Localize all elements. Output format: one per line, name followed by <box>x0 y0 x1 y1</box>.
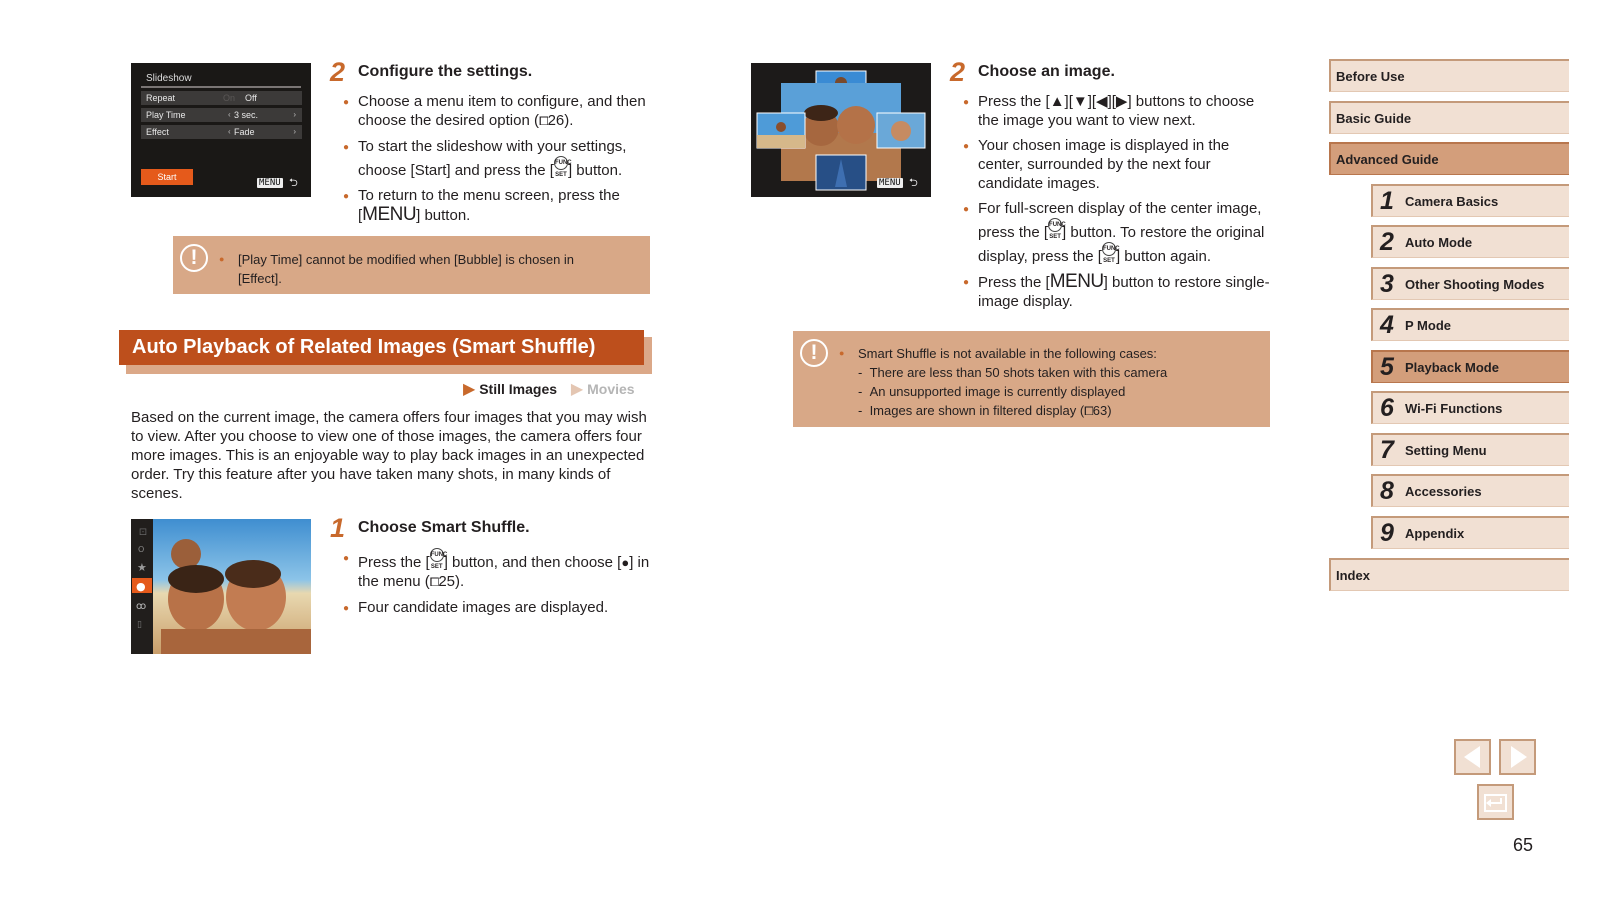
page-number: 65 <box>1513 835 1534 855</box>
func-set-icon: FUNC SET <box>1048 218 1062 232</box>
next-page-button[interactable] <box>1499 739 1536 775</box>
back-icon: ⮌ <box>909 177 918 189</box>
slideshow-start-button: Start <box>141 169 193 185</box>
svg-text:ꝏ: ꝏ <box>136 601 147 612</box>
return-icon <box>1479 786 1512 818</box>
arrow-left-icon <box>1464 746 1480 768</box>
movies-label: Movies <box>587 381 635 397</box>
list-item: ● Press the [▲][▼][◀][▶] buttons to choose the image you want to view next. <box>963 92 1275 130</box>
movies-icon: ▶ <box>570 381 584 398</box>
sidebar-chapter-7[interactable]: 7 Setting Menu <box>1371 433 1569 466</box>
slideshow-screen-image <box>131 63 311 197</box>
caution-box: ! ● Smart Shuffle is not available in the following cases: - There are less than 50 shots taken with this camera - An unsupported image is currently displayed - Images are shown in filtered display (⧠63) <box>793 331 1270 427</box>
step-bullets <box>343 92 653 231</box>
caution-item: - Images are shown in filtered display (⧠63) <box>858 403 1112 418</box>
arrow-right-icon <box>1511 746 1527 768</box>
sidebar-chapter-6[interactable]: 6 Wi-Fi Functions <box>1371 391 1569 424</box>
slideshow-row-effect: Effect ‹ Fade › <box>141 125 302 139</box>
menu-button-label: MENU <box>259 178 281 188</box>
sidebar-chapter-3[interactable]: 3 Other Shooting Modes <box>1371 267 1569 300</box>
caution-text: [Play Time] cannot be modified when [Bubble] is chosen in [Effect]. <box>238 252 575 286</box>
svg-text:★: ★ <box>137 561 147 574</box>
sidebar-chapter-1[interactable]: 1 Camera Basics <box>1371 184 1569 217</box>
back-icon: ⮌ <box>289 177 298 189</box>
book-icon: ⧠ <box>429 575 439 589</box>
section-title: Auto Playback of Related Images (Smart Shuffle) <box>119 330 644 365</box>
slideshow-row-repeat: Repeat On Off <box>141 91 302 105</box>
step-number: 1 <box>330 513 346 543</box>
smart-shuffle-icon: ● <box>621 555 630 570</box>
sidebar-chapter-8[interactable]: 8 Accessories <box>1371 474 1569 507</box>
caution-icon: ! <box>180 244 208 272</box>
sidebar-chapter-9[interactable]: 9 Appendix <box>1371 516 1569 549</box>
list-item: ● Press the [FUNC SET] button, and then choose [●] in the menu (⧠25). <box>343 548 653 592</box>
sidebar-chapter-4[interactable]: 4 P Mode <box>1371 308 1569 341</box>
book-icon: ⧠ <box>538 114 548 128</box>
intro-paragraph: Based on the current image, the camera offers four images that you may wish to view. After you choose to view one of those images, the camera offers four more images. This is an enjoyable way to play back images in an unexpected order. Try this feature after you have taken many shots, in many kinds of scenes. <box>131 409 647 502</box>
return-button[interactable] <box>1477 784 1514 820</box>
slideshow-row-play-time: Play Time ‹ 3 sec. › <box>141 108 302 122</box>
step-bullets <box>343 548 653 623</box>
list-item: ● Four candidate images are displayed. <box>343 598 653 617</box>
list-item: ● To start the slideshow with your settings, choose [Start] and press the [FUNC SET] button. <box>343 137 653 180</box>
list-item: ● Your chosen image is displayed in the center, surrounded by the next four candidate images. <box>963 136 1275 193</box>
svg-text:●: ● <box>136 580 146 593</box>
caution-item: - An unsupported image is currently displayed <box>858 384 1126 399</box>
list-item: ● Choose a menu item to configure, and then choose the desired option (⧠26). <box>343 92 653 131</box>
svg-text:⚀: ⚀ <box>139 528 147 538</box>
sidebar-chapter-2[interactable]: 2 Auto Mode <box>1371 225 1569 258</box>
step-title: Configure the settings. <box>358 63 533 80</box>
smart-shuffle-screen-image <box>751 63 931 197</box>
step-number: 2 <box>330 57 346 87</box>
list-item: ● Press the [MENU] button to restore single-image display. <box>963 272 1275 311</box>
caution-box: ! ● [Play Time] cannot be modified when [Bubble] is chosen in [Effect]. <box>173 236 650 294</box>
step-title: Choose Smart Shuffle. <box>358 519 530 536</box>
still-images-label: Still Images <box>479 381 558 397</box>
list-item: ● For full-screen display of the center image, press the [FUNC SET] button. To restore the original display, press the [FUNC SET] button again. <box>963 199 1275 266</box>
prev-page-button[interactable] <box>1454 739 1491 775</box>
sidebar-item-index[interactable]: Index <box>1329 558 1569 591</box>
still-images-icon: ▶ <box>463 381 476 398</box>
slideshow-screen-title: Slideshow <box>146 73 192 84</box>
svg-text:O: O <box>138 545 145 554</box>
sidebar-item-before-use[interactable]: Before Use <box>1329 59 1569 92</box>
svg-text:▯: ▯ <box>137 620 142 630</box>
menu-button-icon: MENU <box>1049 271 1104 292</box>
step-bullets <box>963 92 1275 317</box>
caution-lead: Smart Shuffle is not available in the following cases: <box>858 346 1157 361</box>
sidebar-item-advanced-guide[interactable]: Advanced Guide <box>1329 142 1569 175</box>
func-set-icon: FUNC SET <box>1102 242 1116 256</box>
step-number: 2 <box>950 57 966 87</box>
smart-shuffle-menu-image <box>131 519 311 654</box>
caution-icon: ! <box>800 339 828 367</box>
sidebar-item-basic-guide[interactable]: Basic Guide <box>1329 101 1569 134</box>
func-set-icon: FUNC SET <box>554 156 568 170</box>
func-set-icon: FUNC SET <box>430 548 444 562</box>
mode-indicator <box>463 380 635 399</box>
sidebar-chapter-5[interactable]: 5 Playback Mode <box>1371 350 1569 383</box>
menu-button-icon: MENU <box>362 204 417 225</box>
caution-item: - There are less than 50 shots taken with this camera <box>858 365 1168 380</box>
book-icon: ⧠ <box>1084 404 1093 418</box>
list-item: ● To return to the menu screen, press the [MENU] button. <box>343 186 653 225</box>
menu-button-label: MENU <box>879 178 901 188</box>
step-title: Choose an image. <box>978 63 1115 80</box>
